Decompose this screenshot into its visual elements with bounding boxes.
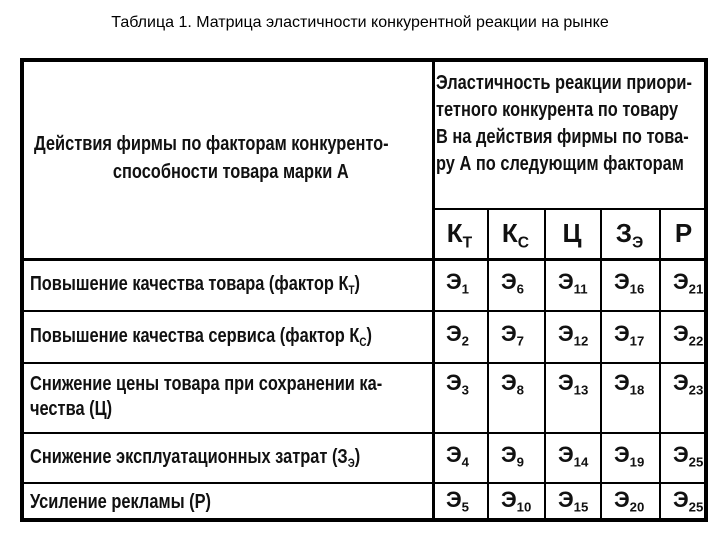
elasticity-cell-sub: 22 — [688, 333, 704, 349]
row-label-line — [30, 272, 360, 303]
row-label-line — [30, 397, 382, 422]
row-divider — [24, 258, 708, 261]
column-header-main: Ц — [562, 218, 582, 248]
row-label — [30, 272, 360, 303]
row-label-text: ) — [354, 445, 361, 468]
right-header-line: ру А по следующим факторам — [436, 153, 684, 175]
row-label-text: ) — [354, 272, 360, 295]
elasticity-cell-main: Э — [446, 487, 462, 512]
row-label-text: Повышение качества сервиса (фактор К — [30, 324, 360, 347]
elasticity-cell-main: Э — [501, 442, 517, 467]
elasticity-cell-sub: 20 — [629, 499, 645, 515]
column-header-main: К — [501, 218, 518, 248]
elasticity-cell — [501, 269, 524, 297]
elasticity-cell-sub: 25 — [688, 454, 704, 470]
row-divider — [24, 482, 708, 484]
elasticity-cell — [558, 269, 588, 297]
column-header — [432, 218, 487, 252]
elasticity-cell — [446, 321, 469, 349]
elasticity-cell — [501, 442, 524, 470]
elasticity-cell — [558, 370, 588, 398]
row-divider — [24, 310, 708, 312]
elasticity-cell-main: Э — [446, 442, 462, 467]
row-label — [30, 324, 372, 355]
column-header-sub: С — [517, 234, 530, 252]
elasticity-cell-sub: 8 — [516, 382, 524, 398]
elasticity-cell — [558, 487, 588, 515]
elasticity-cell-main: Э — [446, 269, 462, 294]
elasticity-cell-sub: 19 — [629, 454, 645, 470]
right-header-line: В на действия фирмы по това- — [436, 126, 689, 148]
elasticity-cell-sub: 13 — [573, 382, 589, 398]
elasticity-cell — [558, 321, 588, 349]
row-divider — [432, 208, 708, 210]
elasticity-cell-sub: 23 — [688, 382, 704, 398]
row-label-line — [30, 372, 382, 397]
elasticity-cell-main: Э — [614, 370, 630, 395]
elasticity-cell-main: Э — [673, 269, 689, 294]
elasticity-cell-sub: 4 — [461, 454, 469, 470]
column-divider — [544, 208, 546, 522]
elasticity-cell-sub: 9 — [516, 454, 524, 470]
row-label-sub: Э — [347, 455, 355, 470]
column-divider — [659, 208, 661, 522]
elasticity-cell-main: Э — [558, 269, 574, 294]
right-header-line: Эластичность реакции приори- — [436, 72, 692, 94]
elasticity-cell — [446, 370, 469, 398]
elasticity-cell-sub: 18 — [629, 382, 645, 398]
elasticity-cell-main: Э — [446, 321, 462, 346]
elasticity-cell — [558, 442, 588, 470]
column-header — [544, 218, 600, 249]
elasticity-cell-main: Э — [614, 487, 630, 512]
row-label — [30, 490, 211, 515]
row-divider — [24, 432, 708, 434]
elasticity-cell — [614, 321, 644, 349]
row-label-text: чества (Ц) — [30, 398, 113, 420]
elasticity-cell — [501, 321, 524, 349]
elasticity-cell-sub: 21 — [688, 281, 704, 297]
column-divider — [432, 62, 435, 522]
elasticity-cell — [446, 442, 469, 470]
elasticity-cell — [673, 442, 703, 470]
elasticity-cell-main: Э — [558, 442, 574, 467]
elasticity-cell-sub: 15 — [573, 499, 589, 515]
row-divider — [24, 362, 708, 364]
elasticity-cell-sub: 16 — [629, 281, 645, 297]
elasticity-cell-sub: 10 — [516, 499, 532, 515]
row-label-line — [30, 445, 360, 476]
elasticity-cell-main: Э — [558, 321, 574, 346]
elasticity-cell-main: Э — [673, 370, 689, 395]
elasticity-cell — [673, 269, 703, 297]
row-label-text: Снижение цены товара при сохранении ка- — [30, 373, 383, 395]
elasticity-cell — [501, 487, 531, 515]
column-header-sub: Т — [462, 234, 473, 252]
row-label-line — [30, 324, 372, 355]
row-label-sub: Т — [348, 282, 355, 297]
elasticity-cell-main: Э — [501, 487, 517, 512]
row-label-text: ) — [366, 324, 372, 347]
row-label-text: Снижение эксплуатационных затрат (З — [30, 445, 348, 468]
elasticity-cell-main: Э — [501, 321, 517, 346]
elasticity-cell-sub: 3 — [461, 382, 469, 398]
left-header-line: способности товара марки А — [112, 161, 349, 183]
elasticity-cell-main: Э — [558, 487, 574, 512]
elasticity-cell — [446, 269, 469, 297]
left-header — [34, 130, 389, 186]
elasticity-cell — [614, 269, 644, 297]
elasticity-cell-main: Э — [673, 321, 689, 346]
elasticity-cell — [673, 321, 703, 349]
elasticity-cell-sub: 11 — [573, 281, 588, 297]
column-header-main: З — [615, 218, 633, 248]
elasticity-cell-main: Э — [501, 370, 517, 395]
column-divider — [600, 208, 602, 522]
left-header-line: Действия фирмы по факторам конкуренто- — [34, 133, 389, 155]
column-header — [659, 218, 708, 249]
row-label — [30, 372, 382, 422]
elasticity-cell-main: Э — [446, 370, 462, 395]
elasticity-cell — [673, 487, 703, 515]
elasticity-cell-main: Э — [614, 442, 630, 467]
elasticity-cell — [446, 487, 469, 515]
elasticity-cell-main: Э — [614, 321, 630, 346]
row-label — [30, 445, 360, 476]
elasticity-cell — [614, 487, 644, 515]
elasticity-cell-sub: 25 — [688, 499, 704, 515]
column-header — [487, 218, 544, 252]
elasticity-cell-sub: 12 — [573, 333, 589, 349]
elasticity-cell-main: Э — [614, 269, 630, 294]
elasticity-cell-sub: 1 — [461, 281, 469, 297]
elasticity-cell-main: Э — [673, 487, 689, 512]
elasticity-matrix-table — [20, 58, 708, 522]
column-header-main: Р — [674, 218, 693, 248]
row-label-line — [30, 490, 211, 515]
elasticity-cell-sub: 5 — [461, 499, 469, 515]
row-label-text: Усиление рекламы (Р) — [30, 490, 212, 513]
row-label-text: Повышение качества товара (фактор К — [30, 272, 349, 295]
column-header-main: К — [446, 218, 463, 248]
elasticity-cell-main: Э — [558, 370, 574, 395]
table-caption: Таблица 1. Матрица эластичности конкурентной реакции на рынке — [111, 14, 609, 31]
elasticity-cell — [614, 442, 644, 470]
elasticity-cell — [614, 370, 644, 398]
right-header-line: тетного конкурента по товару — [436, 99, 679, 121]
elasticity-cell-sub: 7 — [516, 333, 524, 349]
elasticity-cell-sub: 14 — [573, 454, 589, 470]
elasticity-cell — [673, 370, 703, 398]
elasticity-cell-sub: 17 — [629, 333, 645, 349]
column-header — [600, 218, 659, 252]
elasticity-cell — [501, 370, 524, 398]
elasticity-cell-sub: 6 — [516, 281, 524, 297]
elasticity-cell-main: Э — [673, 442, 689, 467]
right-header — [436, 70, 692, 178]
column-header-sub: Э — [632, 234, 644, 252]
row-label-sub: С — [359, 334, 367, 349]
elasticity-cell-sub: 2 — [461, 333, 469, 349]
column-divider — [487, 208, 489, 522]
elasticity-cell-main: Э — [501, 269, 517, 294]
